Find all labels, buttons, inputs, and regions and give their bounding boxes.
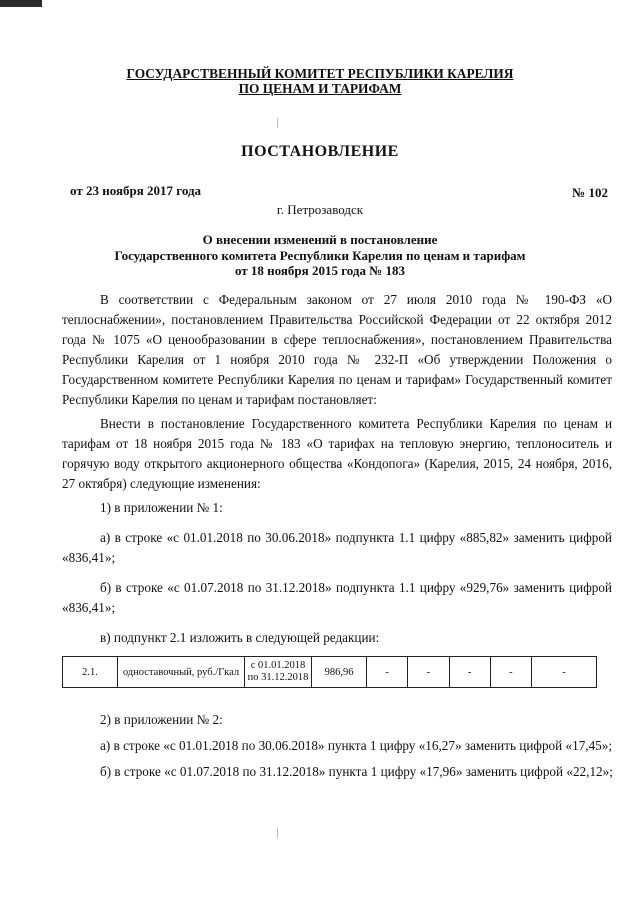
document-date: от 23 ноября 2017 года: [70, 183, 202, 198]
resolution-paragraph: Внести в постановление Государственного комитета Республики Карелия по ценам и тарифам от 18 ноября 2015 года № 183 «О тарифах на тепловую энергию, теплоноситель и горячую воду открытого акционерного общества «Кондопога» (Карелия, 2015, 24 ноября, 2016, 27 октября) следующие изменения:: [62, 416, 612, 491]
table-cell-number: 2.1.: [63, 657, 118, 688]
item-1b: б) в строке «с 01.07.2018 по 31.12.2018» подпункта 1.1 цифру «929,76» заменить цифрой «836,41»;: [62, 580, 612, 615]
document-title: ПОСТАНОВЛЕНИЕ: [241, 143, 399, 160]
committee-name-line1: ГОСУДАРСТВЕННЫЙ КОМИТЕТ РЕСПУБЛИКИ КАРЕЛИЯ: [126, 66, 514, 81]
table-cell-empty: -: [367, 657, 408, 688]
table-cell-empty: -: [449, 657, 490, 688]
item-2b: б) в строке «с 01.07.2018 по 31.12.2018» пункта 1 цифру «17,96» заменить цифрой «22,12»;: [100, 764, 613, 779]
table-cell-description: одноставочный, руб./Гкал: [118, 657, 245, 688]
document-number: № 102: [572, 185, 608, 200]
document-city: г. Петрозаводск: [276, 202, 364, 217]
fold-mark-bottom: [277, 828, 278, 838]
subject-line2: Государственного комитета Республики Карелия по ценам и тарифам: [114, 247, 526, 263]
fold-mark-top: [277, 118, 278, 128]
subject-line3: от 18 ноября 2015 года № 183: [234, 263, 406, 278]
document-body: [62, 290, 612, 648]
item-1a: а) в строке «с 01.01.2018 по 30.06.2018» подпункта 1.1 цифру «885,82» заменить цифрой «836,41»;: [62, 530, 612, 565]
committee-name-line2: ПО ЦЕНАМ И ТАРИФАМ: [238, 81, 402, 96]
scan-corner-mark: [0, 0, 42, 7]
item-1c: в) подпункт 2.1 изложить в следующей редакции:: [100, 630, 380, 645]
item-1: 1) в приложении № 1:: [100, 500, 223, 515]
table-cell-period: [245, 657, 312, 688]
period-start: с 01.01.2018: [250, 660, 306, 671]
table-cell-empty: -: [408, 657, 449, 688]
item-2: 2) в приложении № 2:: [100, 712, 223, 727]
subject-line1: О внесении изменений в постановление: [202, 232, 438, 247]
period-end: по 31.12.2018: [247, 672, 309, 683]
table-cell-empty: -: [532, 657, 597, 688]
document-subject: [0, 232, 640, 279]
table-row: [63, 657, 597, 688]
tariff-table: [62, 656, 597, 688]
item-2a: а) в строке «с 01.01.2018 по 30.06.2018» пункта 1 цифру «16,27» заменить цифрой «17,45»;: [100, 738, 613, 753]
table-cell-value: 986,96: [312, 657, 367, 688]
preamble-paragraph: В соответствии с Федеральным законом от 27 июля 2010 года № 190-ФЗ «О теплоснабжении», постановлением Правительства Российской Федерации от 22 октября 2012 года № 1075 «О ценообразовании в сфере теплоснабжения», постановлением Правительства Республики Карелия от 1 ноября 2010 года № 232-П «Об утверждении Положения о Государственном комитете Республики Карелия по ценам и тарифам» Государственный комитет Республики Карелия по ценам и тарифам постановляет:: [62, 292, 612, 407]
table-cell-empty: -: [490, 657, 531, 688]
appendix-2-changes: [62, 710, 612, 788]
